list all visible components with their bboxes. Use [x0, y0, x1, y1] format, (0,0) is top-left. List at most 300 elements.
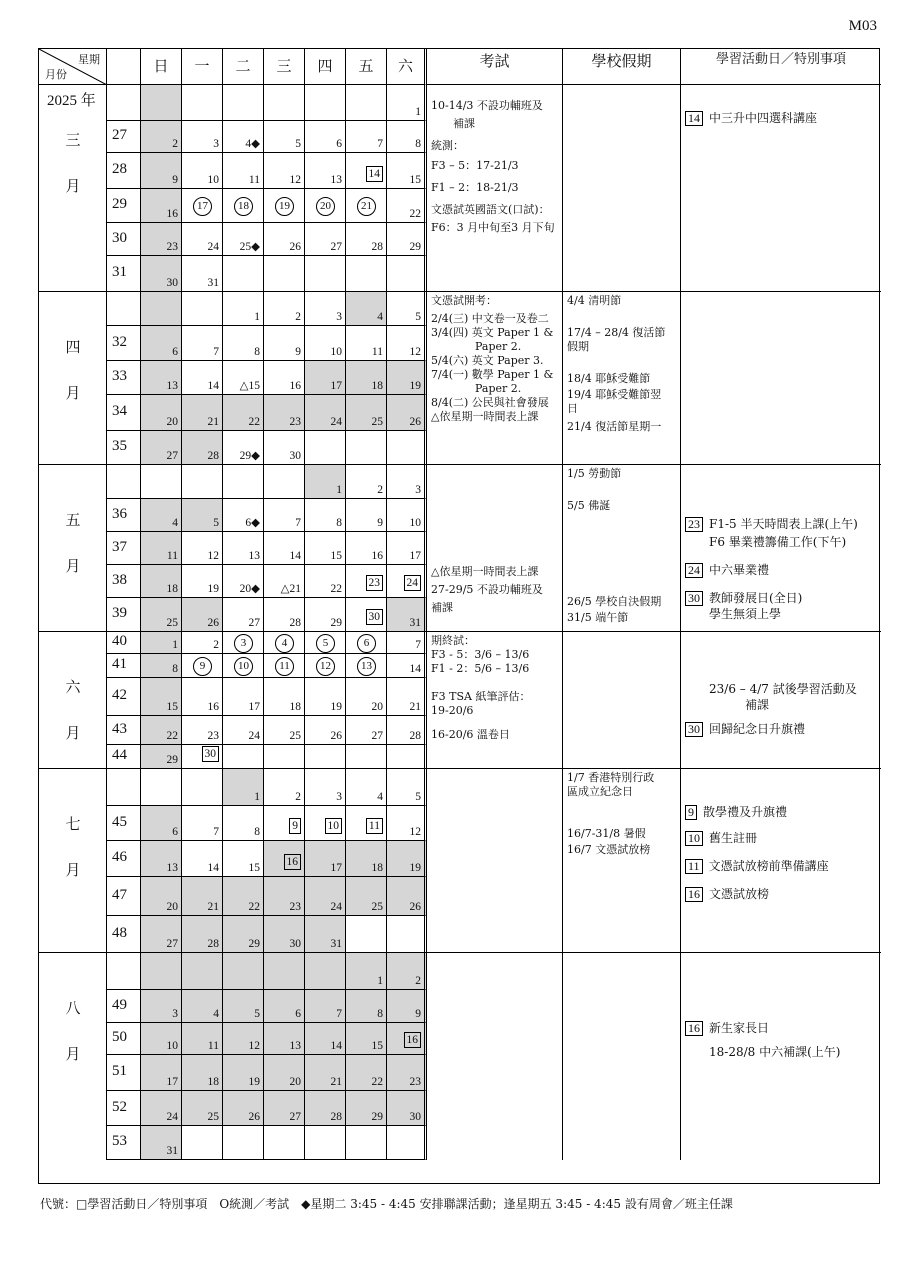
day-cell[interactable] [264, 361, 305, 395]
day-cell[interactable] [305, 223, 346, 256]
day-cell[interactable] [305, 841, 346, 877]
day-cell[interactable] [223, 841, 264, 877]
day-cell[interactable] [182, 841, 223, 877]
day-cell[interactable] [387, 916, 427, 953]
day-cell[interactable] [305, 565, 346, 598]
day-cell[interactable] [387, 292, 427, 326]
day-cell[interactable] [264, 431, 305, 465]
day-cell[interactable] [264, 953, 305, 990]
day-cell[interactable] [264, 990, 305, 1023]
day-cell[interactable] [223, 395, 264, 431]
day-cell[interactable] [305, 654, 346, 678]
day-cell[interactable] [387, 1023, 427, 1055]
day-cell[interactable] [223, 990, 264, 1023]
day-cell[interactable] [223, 1126, 264, 1160]
day-cell[interactable] [223, 431, 264, 465]
day-cell[interactable] [387, 806, 427, 841]
day-cell[interactable] [223, 223, 264, 256]
day-cell[interactable] [305, 990, 346, 1023]
day-cell[interactable] [223, 292, 264, 326]
day-cell[interactable] [141, 532, 182, 565]
day-cell[interactable] [305, 121, 346, 153]
day-cell[interactable] [305, 361, 346, 395]
day-cell[interactable] [346, 532, 387, 565]
day-cell[interactable] [141, 1023, 182, 1055]
day-cell[interactable] [223, 121, 264, 153]
day-cell[interactable] [182, 916, 223, 953]
day-cell[interactable] [141, 953, 182, 990]
day-number: 27 [371, 730, 383, 742]
day-cell[interactable] [182, 361, 223, 395]
day-cell[interactable] [387, 256, 427, 292]
day-cell[interactable] [141, 326, 182, 361]
day-cell[interactable] [182, 223, 223, 256]
note-line: 假期 [567, 340, 589, 353]
day-header-sat: 六 [387, 49, 427, 85]
day-cell[interactable] [141, 1055, 182, 1091]
exam-day-circle: 21 [357, 197, 376, 216]
day-cell[interactable] [141, 841, 182, 877]
day-number-wrap [167, 277, 179, 289]
day-cell[interactable] [141, 632, 182, 654]
day-number-wrap [172, 174, 178, 186]
day-cell[interactable] [305, 431, 346, 465]
day-cell[interactable] [387, 841, 427, 877]
day-cell[interactable] [346, 431, 387, 465]
day-cell[interactable] [305, 916, 346, 953]
day-cell[interactable] [182, 395, 223, 431]
day-cell[interactable] [387, 189, 427, 223]
day-cell[interactable] [264, 1091, 305, 1126]
day-cell[interactable] [182, 598, 223, 632]
day-cell[interactable] [387, 1091, 427, 1126]
day-number: 6◆ [245, 517, 260, 529]
day-cell[interactable] [141, 745, 182, 769]
day-number: 14 [207, 862, 219, 874]
day-cell[interactable] [223, 465, 264, 499]
day-number-wrap [172, 346, 178, 358]
day-number: 9 [295, 346, 301, 358]
week-number: 31 [112, 264, 127, 280]
day-cell[interactable] [264, 598, 305, 632]
day-cell[interactable] [387, 565, 427, 598]
day-cell[interactable] [346, 678, 387, 716]
day-cell[interactable] [264, 465, 305, 499]
day-number-wrap [289, 818, 301, 834]
day-cell[interactable] [264, 877, 305, 916]
day-cell[interactable] [264, 292, 305, 326]
day-cell[interactable] [182, 1023, 223, 1055]
day-cell[interactable] [305, 153, 346, 189]
day-cell[interactable] [346, 85, 387, 121]
day-number-wrap [208, 1111, 220, 1123]
day-number-wrap [290, 450, 302, 462]
day-cell[interactable] [141, 769, 182, 806]
day-cell[interactable] [305, 877, 346, 916]
note-line: 18/4 耶穌受難節 [567, 372, 651, 385]
day-cell[interactable] [387, 1126, 427, 1160]
day-cell[interactable] [387, 1055, 427, 1091]
day-cell[interactable] [223, 361, 264, 395]
day-cell[interactable] [387, 678, 427, 716]
note-line: 4/4 清明節 [567, 294, 622, 307]
day-number-wrap [415, 975, 421, 987]
week-number: 49 [112, 996, 127, 1013]
day-cell[interactable] [141, 431, 182, 465]
day-cell[interactable] [223, 632, 264, 654]
day-cell[interactable] [346, 598, 387, 632]
day-number-wrap [377, 484, 383, 496]
day-cell[interactable] [305, 395, 346, 431]
day-cell[interactable] [346, 256, 387, 292]
day-number-wrap [167, 1040, 179, 1052]
day-cell[interactable] [223, 953, 264, 990]
day-number: 12 [409, 346, 421, 358]
day-cell[interactable] [264, 223, 305, 256]
day-cell[interactable] [264, 499, 305, 532]
day-cell[interactable] [387, 326, 427, 361]
day-cell[interactable] [387, 431, 427, 465]
day-cell[interactable] [141, 1126, 182, 1160]
day-cell[interactable] [182, 326, 223, 361]
day-cell[interactable] [305, 1091, 346, 1126]
day-cell[interactable] [305, 256, 346, 292]
day-cell[interactable] [305, 1023, 346, 1055]
day-cell[interactable] [305, 326, 346, 361]
day-cell[interactable] [264, 1126, 305, 1160]
holiday-notes [563, 85, 681, 292]
day-cell[interactable] [264, 565, 305, 598]
day-cell[interactable] [346, 632, 387, 654]
holiday-notes [563, 292, 681, 465]
day-cell[interactable] [182, 431, 223, 465]
day-cell[interactable] [264, 153, 305, 189]
day-cell[interactable] [305, 678, 346, 716]
day-cell[interactable] [223, 745, 264, 769]
day-cell[interactable] [182, 121, 223, 153]
day-cell[interactable] [387, 632, 427, 654]
day-cell[interactable] [387, 769, 427, 806]
day-number: 25 [166, 617, 178, 629]
day-number-wrap [167, 617, 179, 629]
day-cell[interactable] [264, 121, 305, 153]
day-cell[interactable] [346, 745, 387, 769]
day-number-wrap [290, 617, 302, 629]
day-cell[interactable] [182, 1055, 223, 1091]
day-number-wrap [366, 609, 384, 625]
day-cell[interactable] [305, 806, 346, 841]
note-line: 8/4(二) 公民與社會發展 [431, 396, 549, 409]
day-cell[interactable] [182, 678, 223, 716]
day-cell[interactable] [264, 326, 305, 361]
day-number: 9 [172, 174, 178, 186]
day-cell[interactable] [223, 916, 264, 953]
day-cell[interactable] [264, 806, 305, 841]
day-number: 5 [254, 1008, 260, 1020]
day-number: 24 [330, 901, 342, 913]
day-cell[interactable] [346, 153, 387, 189]
day-cell[interactable] [387, 361, 427, 395]
day-cell[interactable] [141, 990, 182, 1023]
day-cell[interactable] [141, 292, 182, 326]
day-cell[interactable] [387, 598, 427, 632]
day-number: 22 [248, 901, 260, 913]
day-cell[interactable] [223, 716, 264, 745]
day-number-wrap [325, 818, 343, 834]
day-number: 3 [172, 1008, 178, 1020]
day-cell[interactable] [141, 121, 182, 153]
day-cell[interactable] [264, 632, 305, 654]
day-cell[interactable] [346, 121, 387, 153]
day-number-wrap [372, 1076, 384, 1088]
day-cell[interactable] [264, 916, 305, 953]
day-number: 16 [371, 550, 383, 562]
day-cell[interactable] [223, 598, 264, 632]
day-cell[interactable] [387, 465, 427, 499]
day-number: 10 [166, 1040, 178, 1052]
day-cell[interactable] [387, 745, 427, 769]
day-cell[interactable] [141, 395, 182, 431]
day-number: 11 [248, 174, 260, 186]
day-cell[interactable] [182, 465, 223, 499]
day-cell[interactable] [264, 1055, 305, 1091]
day-cell[interactable] [223, 153, 264, 189]
activity-item [685, 805, 878, 820]
day-header-thu: 四 [305, 49, 346, 85]
day-cell[interactable] [141, 465, 182, 499]
day-cell[interactable] [223, 326, 264, 361]
day-number: 29 [166, 754, 178, 766]
day-cell[interactable] [182, 1091, 223, 1126]
day-cell[interactable] [223, 654, 264, 678]
day-cell[interactable] [223, 1091, 264, 1126]
day-cell[interactable] [223, 877, 264, 916]
week-number: 38 [112, 571, 127, 588]
day-cell[interactable] [141, 1091, 182, 1126]
day-cell[interactable] [305, 953, 346, 990]
day-cell[interactable] [182, 632, 223, 654]
day-cell[interactable] [182, 256, 223, 292]
day-cell[interactable] [346, 716, 387, 745]
day-cell[interactable] [141, 654, 182, 678]
exam-header: 考試 [427, 49, 563, 85]
day-cell[interactable] [182, 769, 223, 806]
day-cell[interactable] [346, 565, 387, 598]
day-cell[interactable] [141, 678, 182, 716]
day-cell[interactable] [182, 499, 223, 532]
day-cell[interactable] [223, 1055, 264, 1091]
day-number: 23 [289, 901, 301, 913]
day-cell[interactable] [182, 877, 223, 916]
day-cell[interactable] [264, 532, 305, 565]
day-cell[interactable] [387, 716, 427, 745]
day-cell[interactable] [305, 85, 346, 121]
day-cell[interactable] [346, 395, 387, 431]
day-number-wrap [366, 166, 384, 182]
day-cell[interactable] [141, 499, 182, 532]
day-cell[interactable] [346, 465, 387, 499]
activity-notes [681, 465, 881, 632]
week-number-cell [107, 916, 141, 953]
day-cell[interactable] [223, 806, 264, 841]
day-cell[interactable] [305, 632, 346, 654]
day-cell[interactable] [387, 532, 427, 565]
day-number-wrap [284, 854, 302, 870]
day-header-sun: 日 [141, 49, 182, 85]
day-number-wrap [167, 1145, 179, 1157]
day-cell[interactable] [305, 1126, 346, 1160]
day-cell[interactable] [223, 1023, 264, 1055]
exam-day-circle: 6 [357, 634, 376, 653]
day-cell[interactable] [305, 745, 346, 769]
day-cell[interactable] [346, 189, 387, 223]
day-cell[interactable] [387, 121, 427, 153]
day-number-wrap [372, 241, 384, 253]
day-cell[interactable] [346, 654, 387, 678]
month-name: 五 [65, 511, 81, 529]
day-cell[interactable] [346, 916, 387, 953]
day-cell[interactable] [141, 223, 182, 256]
day-number-wrap [208, 901, 220, 913]
day-cell[interactable] [223, 532, 264, 565]
day-cell[interactable] [387, 654, 427, 678]
day-cell[interactable] [141, 806, 182, 841]
day-cell[interactable] [141, 85, 182, 121]
day-cell[interactable] [182, 292, 223, 326]
day-cell[interactable] [346, 292, 387, 326]
day-cell[interactable] [182, 806, 223, 841]
day-cell[interactable] [264, 745, 305, 769]
day-cell[interactable] [305, 532, 346, 565]
day-cell[interactable] [182, 745, 223, 769]
day-cell[interactable] [264, 841, 305, 877]
day-cell[interactable] [182, 153, 223, 189]
day-cell[interactable] [387, 153, 427, 189]
day-cell[interactable] [141, 256, 182, 292]
day-cell[interactable] [223, 85, 264, 121]
day-cell[interactable] [264, 189, 305, 223]
day-cell[interactable] [264, 716, 305, 745]
day-cell[interactable] [346, 1023, 387, 1055]
day-number-wrap [281, 581, 301, 595]
day-cell[interactable] [387, 499, 427, 532]
day-cell[interactable] [264, 769, 305, 806]
day-number: 29◆ [239, 450, 260, 462]
day-cell[interactable] [387, 395, 427, 431]
day-cell[interactable] [346, 361, 387, 395]
day-cell[interactable] [182, 716, 223, 745]
day-cell[interactable] [223, 678, 264, 716]
day-cell[interactable] [387, 877, 427, 916]
day-cell[interactable] [182, 990, 223, 1023]
day-cell[interactable] [346, 769, 387, 806]
day-cell[interactable] [223, 189, 264, 223]
day-cell[interactable] [346, 877, 387, 916]
day-cell[interactable] [182, 565, 223, 598]
week-number-cell [107, 806, 141, 841]
day-number-wrap [208, 380, 220, 392]
week-number-cell [107, 85, 141, 121]
day-number: 22 [330, 583, 342, 595]
day-cell[interactable] [141, 598, 182, 632]
week-number: 37 [112, 538, 127, 555]
day-cell[interactable] [264, 654, 305, 678]
day-cell[interactable] [264, 1023, 305, 1055]
day-cell[interactable] [305, 1055, 346, 1091]
day-cell[interactable] [346, 1091, 387, 1126]
day-cell[interactable] [141, 153, 182, 189]
week-number-cell [107, 223, 141, 256]
day-cell[interactable] [264, 85, 305, 121]
day-cell[interactable] [387, 223, 427, 256]
day-cell[interactable] [141, 716, 182, 745]
day-cell[interactable] [182, 532, 223, 565]
day-number-wrap [167, 1111, 179, 1123]
day-cell[interactable] [182, 1126, 223, 1160]
day-cell[interactable] [305, 499, 346, 532]
day-cell[interactable] [305, 769, 346, 806]
day-cell[interactable] [346, 1055, 387, 1091]
day-cell[interactable] [305, 465, 346, 499]
week-number-cell [107, 153, 141, 189]
day-number: 19 [248, 1076, 260, 1088]
day-cell[interactable] [182, 189, 223, 223]
day-cell[interactable] [141, 565, 182, 598]
day-cell[interactable] [182, 85, 223, 121]
day-cell[interactable] [346, 841, 387, 877]
day-number-wrap [372, 1040, 384, 1052]
day-cell[interactable] [223, 499, 264, 532]
note-line: 日 [567, 402, 578, 415]
day-cell[interactable] [346, 326, 387, 361]
day-number-wrap [245, 515, 260, 529]
day-cell[interactable] [182, 953, 223, 990]
day-cell[interactable] [346, 953, 387, 990]
day-number: 25 [371, 416, 383, 428]
week-number: 29 [112, 196, 127, 212]
day-cell[interactable] [305, 716, 346, 745]
day-cell[interactable] [264, 395, 305, 431]
day-number-wrap [249, 1076, 261, 1088]
day-cell[interactable] [264, 256, 305, 292]
day-cell[interactable] [223, 769, 264, 806]
day-cell[interactable] [305, 189, 346, 223]
day-cell[interactable] [305, 292, 346, 326]
day-cell[interactable] [264, 678, 305, 716]
day-number-wrap [240, 239, 260, 253]
day-cell[interactable] [346, 1126, 387, 1160]
day-number: 23 [289, 416, 301, 428]
day-cell[interactable] [346, 223, 387, 256]
day-cell[interactable] [387, 953, 427, 990]
day-cell[interactable] [141, 877, 182, 916]
day-cell[interactable] [305, 598, 346, 632]
day-cell[interactable] [387, 85, 427, 121]
day-number: 13 [289, 1040, 301, 1052]
day-number: 7 [377, 138, 383, 150]
day-cell[interactable] [223, 256, 264, 292]
day-cell[interactable] [346, 990, 387, 1023]
day-cell[interactable] [223, 565, 264, 598]
day-cell[interactable] [387, 990, 427, 1023]
day-number: 24 [166, 1111, 178, 1123]
day-cell[interactable] [346, 499, 387, 532]
day-cell[interactable] [141, 361, 182, 395]
day-cell[interactable] [141, 189, 182, 223]
day-cell[interactable] [182, 654, 223, 678]
day-cell[interactable] [141, 916, 182, 953]
day-cell[interactable] [346, 806, 387, 841]
